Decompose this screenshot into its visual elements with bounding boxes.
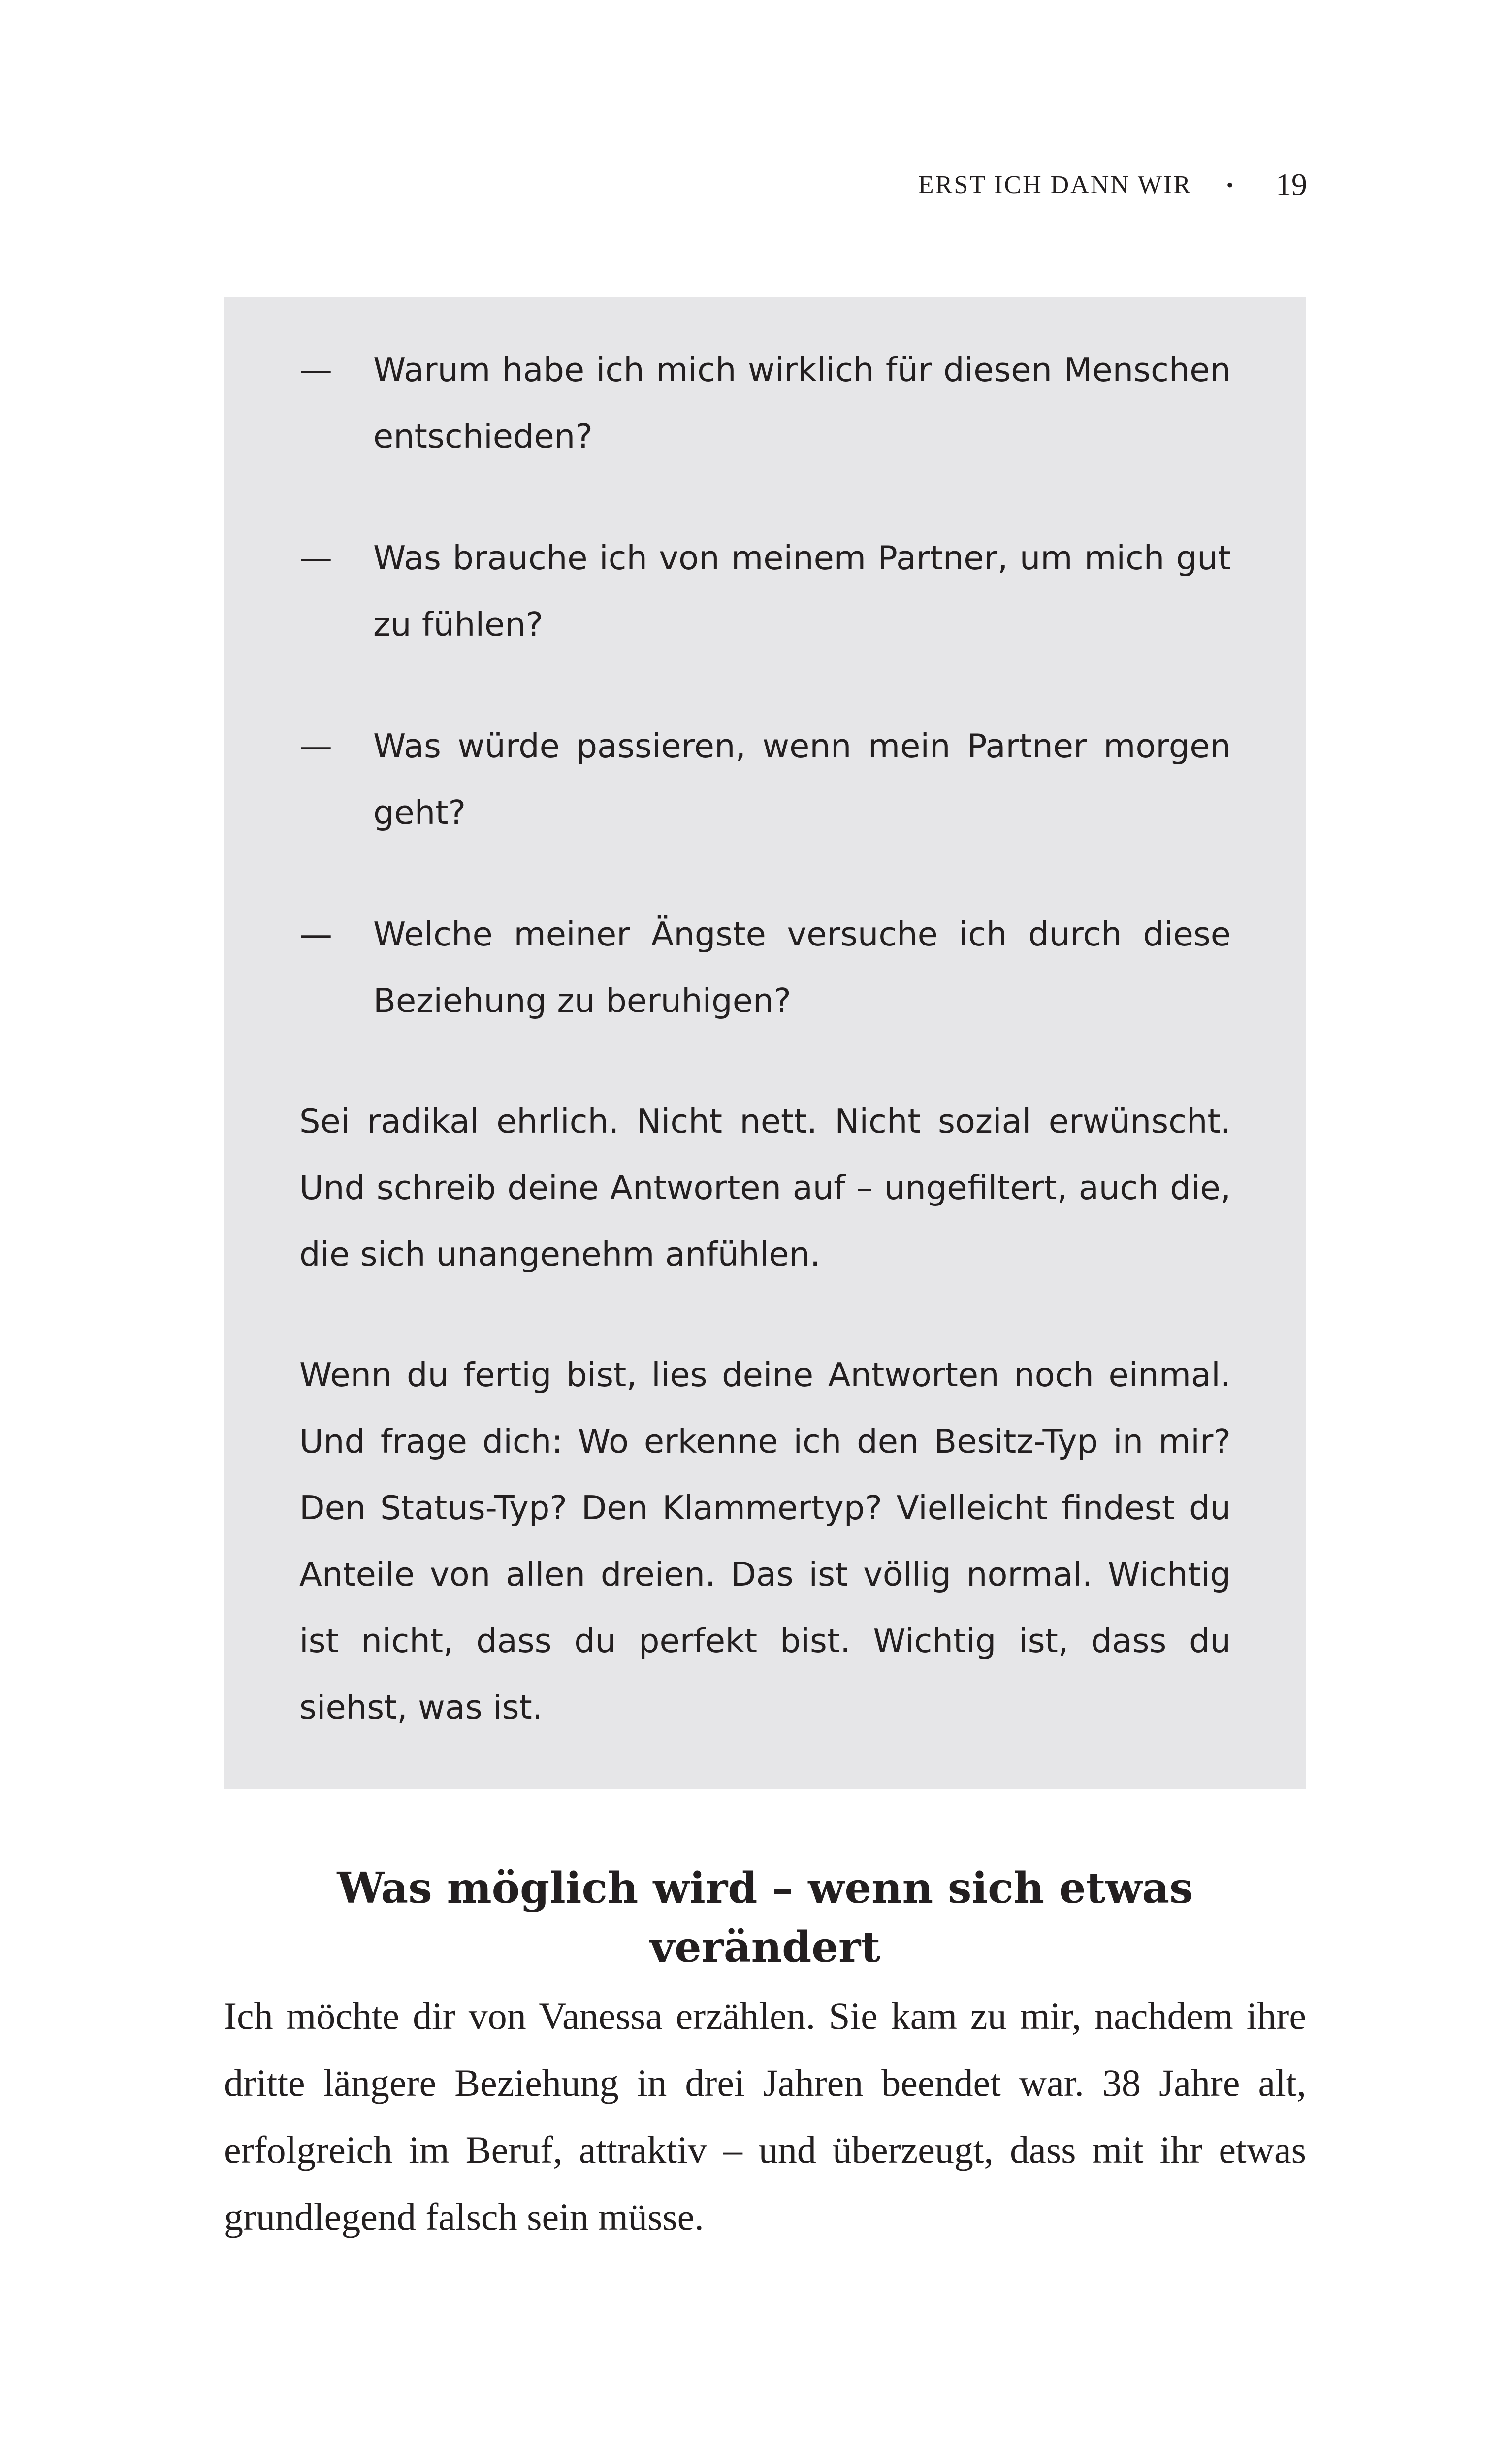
page-number: 19 (1276, 167, 1307, 202)
box-paragraph: Sei radikal ehrlich. Nicht nett. Nicht sozial erwünscht. Und schreib deine Antworten auf – ungefiltert, auch die, die sich unangenehm anfühlen. (299, 1102, 1231, 1273)
question-text: Was brauche ich von meinem Partner, um mich gut zu fühlen? (373, 539, 1231, 644)
body-paragraph: Ich möchte dir von Vanessa erzählen. Sie kam zu mir, nachdem ihre dritte längere Beziehung in drei Jahren beendet war. 38 Jahre alt, erfolgreich im Beruf, attraktiv – und überzeugt, dass mit ihr etwas grundlegend falsch sein müsse. (224, 1994, 1306, 2238)
question-text: Warum habe ich mich wirklich für diesen Menschen entschieden? (373, 351, 1231, 456)
question-text: Welche meiner Ängste versuche ich durch diese Beziehung zu beruhigen? (373, 915, 1231, 1020)
dash-bullet: — (299, 915, 332, 953)
question-item (299, 525, 1231, 658)
question-item (299, 901, 1231, 1034)
running-head-title: ERST ICH DANN WIR (918, 170, 1192, 199)
dash-bullet: — (299, 351, 332, 389)
running-head-bullet: • (1226, 173, 1233, 196)
question-list (299, 337, 1231, 1034)
exercise-box (224, 297, 1306, 1789)
dash-bullet: — (299, 539, 332, 577)
dash-bullet: — (299, 727, 332, 765)
running-head (918, 165, 1307, 204)
question-text: Was würde passieren, wenn mein Partner morgen geht? (373, 727, 1231, 832)
box-paragraph: Wenn du fertig bist, lies deine Antworten noch einmal. Und frage dich: Wo erkenne ich den Besitz-Typ in mir? Den Status-Typ? Den Klammertyp? Vielleicht findest du Anteile von allen dreien. Das ist völlig normal. Wichtig ist nicht, dass du perfekt bist. Wichtig ist, dass du siehst, was ist. (299, 1356, 1231, 1726)
question-item (299, 337, 1231, 470)
section-heading: Was möglich wird – wenn sich etwas verändert (337, 1863, 1193, 1972)
question-item (299, 713, 1231, 846)
